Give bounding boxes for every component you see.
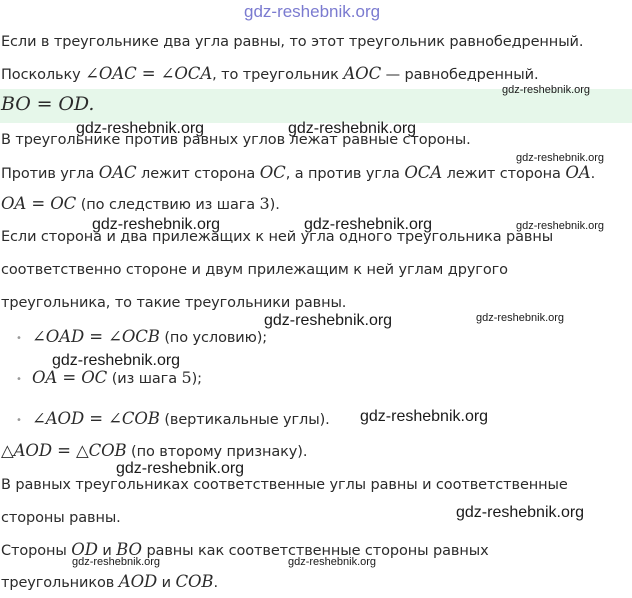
text-line: соответственно стороне и двум прилежащим к ней углам другого: [1, 262, 508, 278]
math-expression: ∠OAD = ∠OCB: [32, 327, 160, 346]
math-expression: ∠OAC = ∠OCA: [85, 64, 213, 83]
text-line: Поскольку ∠OAC = ∠OCA, то треугольник AOC — равнобедренный.: [1, 64, 539, 83]
watermark: gdz-reshebnik.org: [72, 556, 161, 568]
text-line: треугольника, то такие треугольники равны.: [1, 295, 347, 311]
math-expression: OA: [565, 163, 591, 182]
watermark: gdz-reshebnik.org: [360, 408, 489, 425]
text-line: В равных треугольниках соответственные углы равны и соответственные: [1, 477, 568, 493]
watermark: gdz-reshebnik.org: [76, 120, 205, 137]
bullet-marker: •: [16, 374, 22, 385]
watermark: gdz-reshebnik.org: [476, 312, 565, 324]
watermark: gdz-reshebnik.org: [304, 216, 433, 233]
text-line: Против угла OAC лежит сторона OC, а против угла OCA лежит сторона OA.: [1, 163, 596, 182]
watermark: gdz-reshebnik.org: [116, 460, 245, 477]
watermark: gdz-reshebnik.org: [502, 84, 591, 96]
text-line: Если в треугольнике два угла равны, то этот треугольник равнобедренный.: [1, 34, 584, 50]
math-expression: ∠AOD = ∠COB: [32, 409, 160, 428]
text-line: Если сторона и два прилежащих к ней угла одного треугольника равны: [1, 229, 554, 245]
text-line: стороны равны.: [1, 510, 121, 526]
watermark: gdz-reshebnik.org: [264, 312, 393, 329]
bullet-item: OA = OC (из шага 5);: [32, 368, 202, 387]
text-line: треугольников AOD и COB.: [1, 572, 218, 591]
watermark: gdz-reshebnik.org: [52, 352, 181, 369]
math-expression: BO: [116, 540, 142, 559]
math-expression: △AOD = △COB: [1, 441, 127, 460]
text-line: OA = OC (по следствию из шага 3).: [1, 194, 280, 213]
math-expression: OA = OC: [1, 194, 77, 213]
step-number: 5: [181, 368, 192, 387]
math-expression: AOD: [118, 572, 158, 591]
watermark: gdz-reshebnik.org: [92, 216, 221, 233]
text-line: В треугольнике против равных углов лежат равные стороны.: [1, 132, 471, 148]
watermark: gdz-reshebnik.org: [288, 120, 417, 137]
watermark: gdz-reshebnik.org: [516, 152, 605, 164]
math-expression: AOC: [343, 64, 382, 83]
text-line: Стороны OD и BO равны как соответственные стороны равных: [1, 540, 489, 559]
watermark: gdz-reshebnik.org: [288, 556, 377, 568]
step-number: 3: [259, 194, 270, 213]
math-expression: COB: [175, 572, 214, 591]
bullet-item: ∠AOD = ∠COB (вертикальные углы).: [32, 409, 330, 428]
math-expression: OA = OC: [32, 368, 108, 387]
math-expression: OD: [71, 540, 98, 559]
result-equation: BO = OD.: [1, 93, 95, 115]
text-line: △AOD = △COB (по второму признаку).: [1, 441, 308, 460]
bullet-marker: •: [16, 415, 22, 426]
bullet-item: ∠OAD = ∠OCB (по условию);: [32, 327, 268, 346]
math-expression: OCA: [404, 163, 443, 182]
watermark: gdz-reshebnik.org: [516, 220, 605, 232]
math-expression: OC: [259, 163, 286, 182]
bullet-marker: •: [16, 333, 22, 344]
math-expression: OAC: [98, 163, 137, 182]
watermark-top: gdz-reshebnik.org: [244, 2, 381, 21]
watermark: gdz-reshebnik.org: [456, 504, 585, 521]
